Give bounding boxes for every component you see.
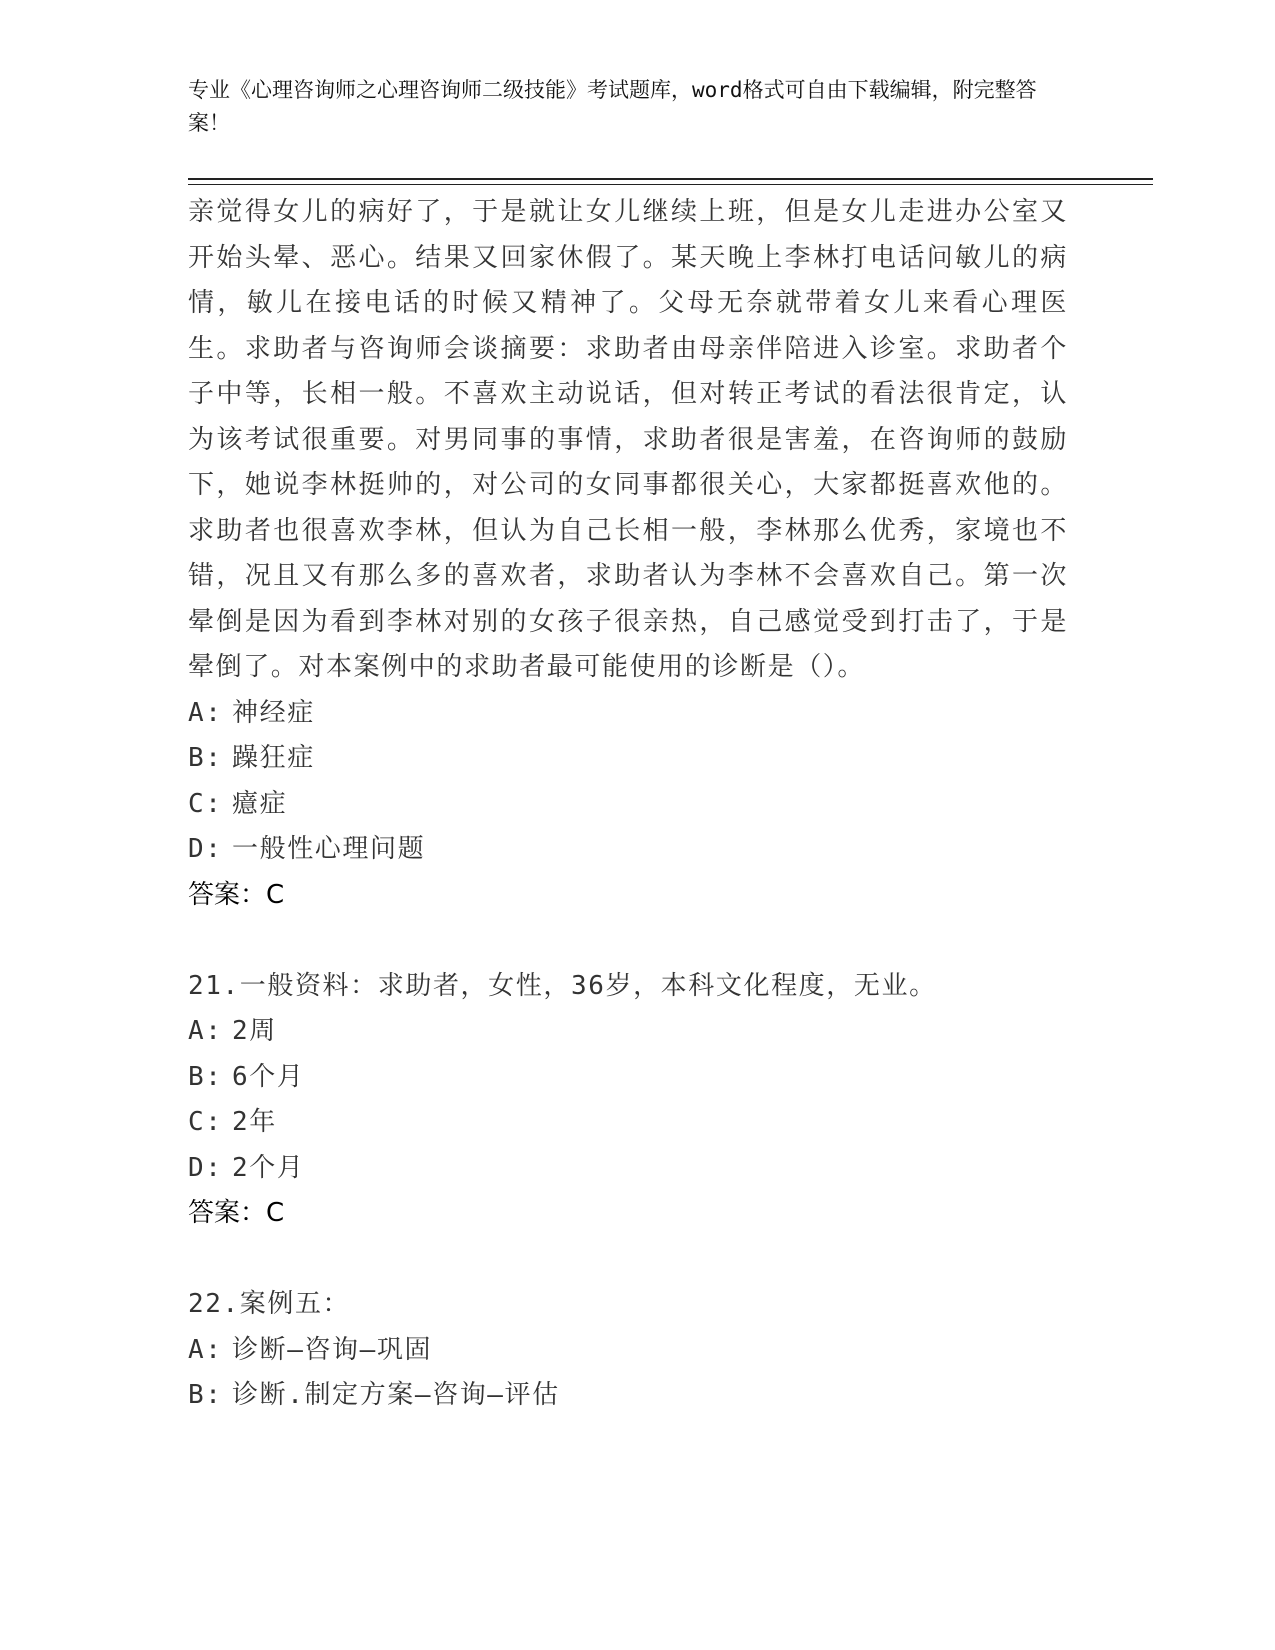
- option-text: 6个月: [232, 1061, 305, 1092]
- option-letter: B:: [188, 1061, 223, 1092]
- option-text: 诊断—咨询—巩固: [232, 1334, 433, 1365]
- question-text: 亲觉得女儿的病好了，于是就让女儿继续上班，但是女儿走进办公室又开始头晕、恶心。结果又回家休假了。某天晚上李林打电话问敏儿的病情，敏儿在接电话的时候又精神了。父母无奈就带着女儿来看心理医生。求助者与咨询师会谈摘要：求助者由母亲伴陪进入诊室。求助者个子中等，长相一般。不喜欢主动说话，但对转正考试的看法很肯定，认为该考试很重要。对男同事的事情，求助者很是害羞，在咨询师的鼓励下，她说李林挺帅的，对公司的女同事都很关心，大家都挺喜欢他的。求助者也很喜欢李林，但认为自己长相一般，李林那么优秀，家境也不错，况且又有那么多的喜欢者，求助者认为李林不会喜欢自己。第一次晕倒是因为看到李林对别的女孩子很亲热，自己感觉受到打击了，于是晕倒了。对本案例中的求助者最可能使用的诊断是（）。: [188, 197, 1068, 682]
- option-letter: A:: [188, 697, 223, 728]
- option-c: [188, 1100, 1068, 1146]
- option-letter: D:: [188, 1152, 223, 1183]
- question-block: [188, 190, 1068, 918]
- header-title: 专业《心理咨询师之心理咨询师二级技能》考试题库，word格式可自由下载编辑，附完整答案！: [188, 78, 1037, 135]
- option-d: [188, 827, 1068, 873]
- option-letter: C:: [188, 788, 223, 819]
- option-text: 2周: [232, 1016, 277, 1046]
- answer-line: 答案：C: [188, 879, 285, 910]
- option-letter: B:: [188, 743, 223, 773]
- option-b: [188, 1055, 1068, 1101]
- answer-line: 答案：C: [188, 1198, 285, 1228]
- question-text: 21.一般资料：求助者，女性，36岁，本科文化程度，无业。: [188, 970, 937, 1001]
- option-text: 神经症: [232, 697, 315, 728]
- option-c: [188, 782, 1068, 828]
- option-b: [188, 736, 1068, 782]
- question-block: [188, 964, 1068, 1237]
- option-letter: D:: [188, 834, 223, 864]
- question-block: [188, 1282, 1068, 1419]
- option-text: 癔症: [232, 788, 288, 819]
- document-header: [188, 74, 1068, 140]
- option-letter: C:: [188, 1107, 223, 1137]
- header-divider-thin: [188, 184, 1153, 185]
- option-b: [188, 1373, 1068, 1419]
- spacer: [188, 1237, 1068, 1283]
- option-text: 2个月: [232, 1152, 305, 1183]
- option-letter: B:: [188, 1380, 223, 1410]
- option-text: 诊断.制定方案—咨询—评估: [232, 1380, 560, 1410]
- option-text: 2年: [232, 1107, 277, 1137]
- option-text: 一般性心理问题: [232, 834, 426, 864]
- option-a: [188, 1009, 1068, 1055]
- option-a: [188, 691, 1068, 737]
- question-text: 22.案例五：: [188, 1289, 351, 1319]
- header-divider-thick: [188, 178, 1153, 180]
- option-a: [188, 1328, 1068, 1374]
- option-text: 躁狂症: [232, 743, 315, 773]
- option-d: [188, 1146, 1068, 1192]
- spacer: [188, 918, 1068, 964]
- option-letter: A:: [188, 1334, 223, 1365]
- option-letter: A:: [188, 1016, 223, 1046]
- document-body: [188, 190, 1068, 1419]
